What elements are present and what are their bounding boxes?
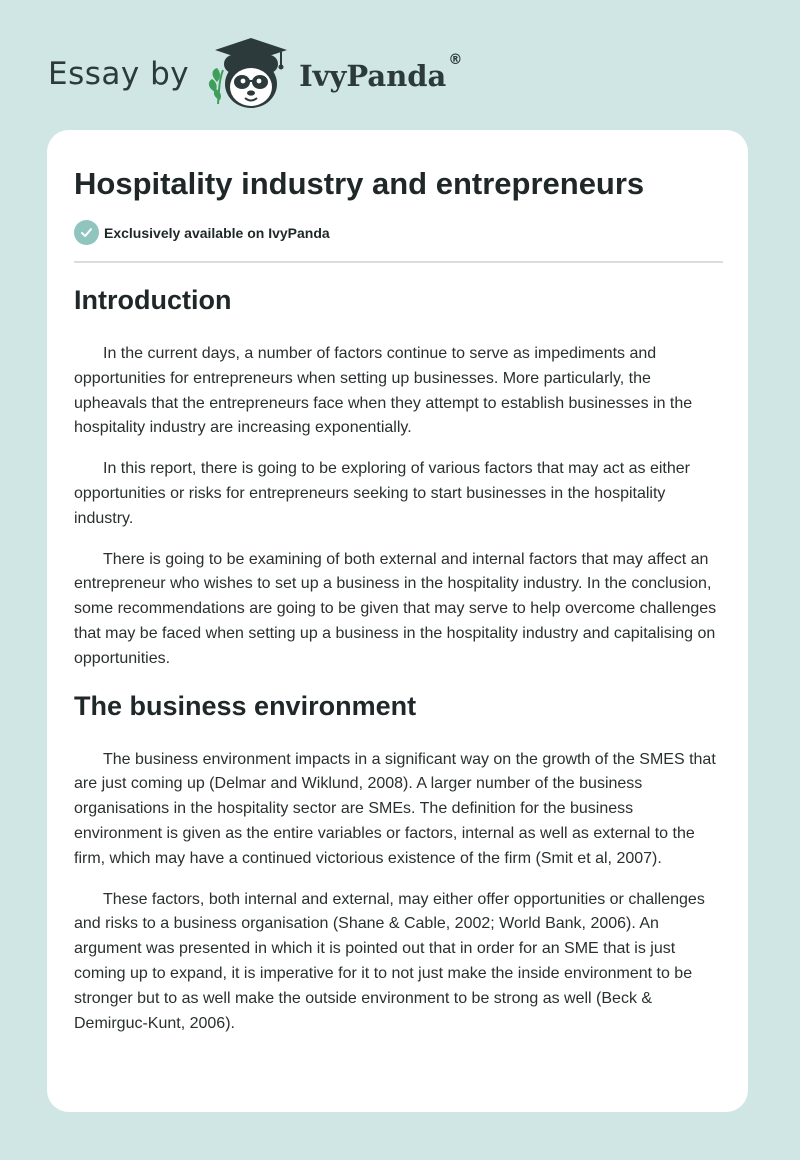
exclusive-badge [74,220,330,245]
check-icon [74,220,99,245]
essay-content [74,280,723,1036]
section-introduction [74,280,723,672]
section-heading: The business environment [74,690,417,721]
brand-header [48,34,462,114]
section-heading: Introduction [74,285,232,315]
panda-logo-icon[interactable] [203,34,295,114]
exclusive-text: Exclusively available on IvyPanda [104,224,330,241]
page-title: Hospitality industry and entrepreneurs [74,166,645,201]
paragraph: The business environment impacts in a significant way on the growth of the SMES that are just coming up (Delmar and Wiklund, 2008). A larger number of the business organisations in the hospitality sector are SMEs. The definition for the business environment is given as the entire variables or factors, internal as well as external to the firm, which may have a continued victorious existence of the firm (Smit et al, 2007). [74,750,716,867]
paragraph: There is going to be examining of both external and internal factors that may affect an entrepreneur who wishes to set up a business in the hospitality industry. In the conclusion, some recommendations are going to be given that may serve to help overcome challenges that may be faced when setting up a business in the hospitality industry and capitalising on opportunities. [74,550,717,667]
essay-card [47,130,748,1112]
section-business-environment [74,686,723,1037]
registered-mark: ® [448,52,463,68]
divider [74,261,723,263]
brand-name: IvyPanda [299,59,447,93]
brand-prefix: Essay by [48,56,190,92]
paragraph: These factors, both internal and external, may either offer opportunities or challenges and risks to a business organisation (Shane & Cable, 2002; World Bank, 2006). An argument was presented in which it is pointed out that in order for an SME that is just coming up to expand, it is imperative for it to not just make the inside environment to be stronger but to as well make the outside environment to be strong as well (Beck & Demirguc-Kunt, 2006). [74,890,705,1032]
paragraph: In this report, there is going to be exploring of various factors that may act as either opportunities or risks for entrepreneurs seeking to start businesses in the hospitality industry. [74,460,690,527]
paragraph: In the current days, a number of factors continue to serve as impediments and opportunities for entrepreneurs when setting up businesses. More particularly, the upheavals that the entrepreneurs face when they attempt to establish businesses in the hospitality industry are increasing exponentially. [74,345,693,437]
